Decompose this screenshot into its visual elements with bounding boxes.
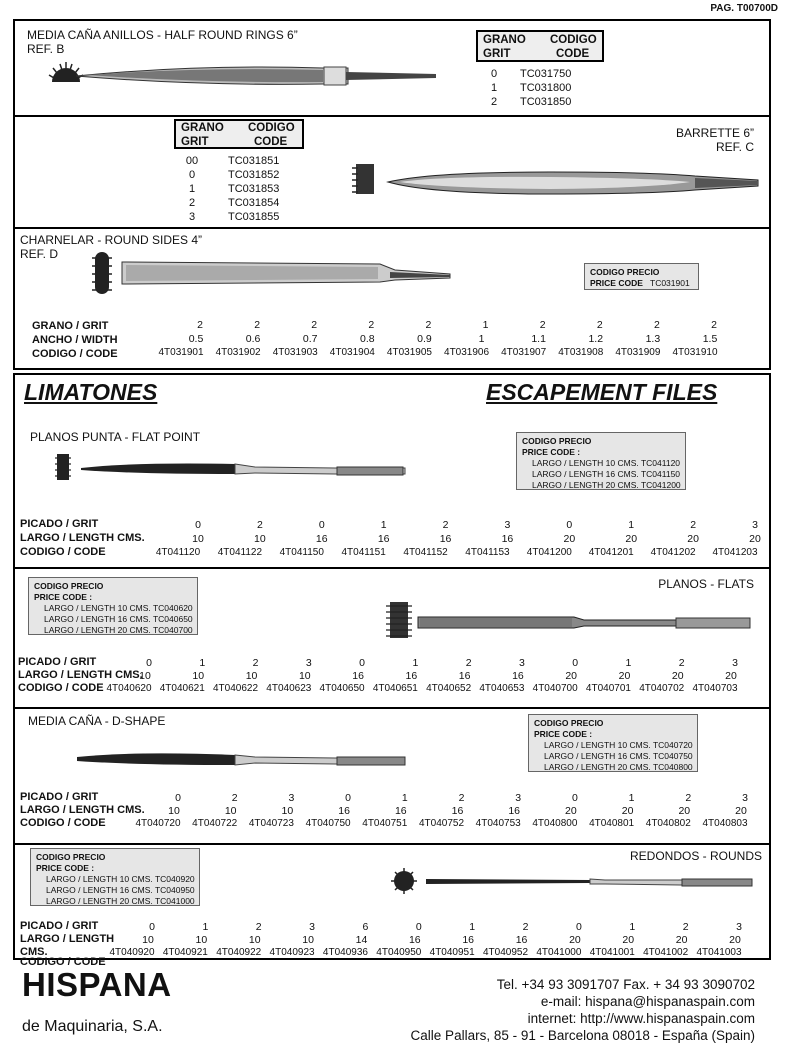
heading-limatones: LIMATONES bbox=[24, 379, 158, 405]
grit-cell: 0 bbox=[149, 921, 155, 933]
length-cell: 20 bbox=[569, 934, 581, 946]
code-cell: 4T041152 bbox=[403, 547, 448, 558]
length-cell: 16 bbox=[462, 934, 475, 946]
list-item bbox=[470, 95, 571, 109]
code-cell: 4T040720 bbox=[135, 818, 181, 829]
contact-block bbox=[411, 976, 755, 1044]
grit-cell: 0 bbox=[575, 921, 582, 933]
code-cell: 4T031905 bbox=[386, 347, 432, 358]
list-item bbox=[470, 67, 571, 81]
price-code-line: LARGO / LENGTH 10 CMS. TC040920 bbox=[46, 874, 195, 884]
heading-escapement-files: ESCAPEMENT FILES bbox=[486, 379, 718, 405]
code-cell: 4T040801 bbox=[589, 818, 635, 829]
row-label-code: CODIGO / CODE bbox=[20, 546, 106, 558]
code-cell: 4T040952 bbox=[483, 947, 529, 958]
price-code-line: LARGO / LENGTH 10 CMS. TC040620 bbox=[44, 603, 193, 613]
grit-value: 2 bbox=[188, 197, 196, 209]
row-label-code: CODIGO / CODE bbox=[32, 348, 118, 360]
grit-value: 3 bbox=[188, 211, 196, 223]
price-code-box bbox=[528, 714, 698, 772]
code-value: TC031800 bbox=[520, 82, 572, 94]
price-code-line: LARGO / LENGTH 20 CMS. TC041000 bbox=[46, 896, 195, 906]
price-code-line: LARGO / LENGTH 16 CMS. TC041150 bbox=[532, 469, 681, 479]
price-code-line: LARGO / LENGTH 16 CMS. TC040950 bbox=[46, 885, 195, 895]
price-code-line: LARGO / LENGTH 16 CMS. TC040650 bbox=[44, 614, 193, 624]
length-cell: 10 bbox=[298, 670, 311, 682]
code-cell: 4T041000 bbox=[536, 947, 582, 958]
code-cell: 4T040753 bbox=[475, 818, 521, 829]
length-cell: 10 bbox=[168, 805, 180, 817]
grit-cell: 1 bbox=[199, 657, 206, 669]
length-cell: 14 bbox=[355, 934, 368, 946]
website[interactable]: internet: http://www.hispanaspain.com bbox=[527, 1011, 755, 1026]
section-title: PLANOS - FLATS bbox=[658, 577, 754, 591]
email[interactable]: e-mail: hispana@hispanaspain.com bbox=[540, 994, 755, 1009]
length-cell: 16 bbox=[315, 533, 328, 545]
grit-cell: 0 bbox=[571, 792, 578, 804]
code-cell: 4T041150 bbox=[279, 547, 324, 558]
row-label-length-unit: CMS. bbox=[20, 946, 48, 958]
price-code-label: PRICE CODE : bbox=[534, 729, 593, 739]
code-cell: 4T040701 bbox=[585, 683, 631, 694]
grit-cell: 0 bbox=[566, 519, 573, 531]
list-item bbox=[168, 182, 279, 196]
grit-cell: 1 bbox=[202, 921, 209, 933]
grit-cell: 0 bbox=[318, 519, 325, 531]
code-cell: 4T031902 bbox=[215, 347, 261, 358]
code-value: TC031850 bbox=[520, 96, 572, 108]
code-value: TC031854 bbox=[228, 197, 280, 209]
length-cell: 16 bbox=[458, 670, 471, 682]
row-label-length: LARGO / LENGTH CMS. bbox=[18, 669, 143, 681]
length-cell: 10 bbox=[248, 934, 261, 946]
row-label-grit: PICADO / GRIT bbox=[20, 920, 99, 932]
price-code-line: LARGO / LENGTH 20 CMS. TC040800 bbox=[544, 762, 693, 772]
company-brand: HISPANA bbox=[22, 966, 172, 1003]
length-cell: 16 bbox=[439, 533, 452, 545]
code-cell: 4T040620 bbox=[106, 683, 152, 694]
grit-cell: 0 bbox=[175, 792, 181, 804]
grit-cell: 3 bbox=[518, 657, 525, 669]
grit-cell: 3 bbox=[742, 792, 748, 804]
row-label-grit: GRANO / GRIT bbox=[32, 320, 109, 332]
code-cell: 4T040652 bbox=[426, 683, 472, 694]
row-label-length: LARGO / LENGTH bbox=[20, 933, 115, 945]
price-code-title: CODIGO PRECIO bbox=[36, 852, 106, 862]
code-cell: 4T031904 bbox=[329, 347, 375, 358]
grit-cell: 1 bbox=[625, 657, 632, 669]
price-code-title: CODIGO PRECIO bbox=[534, 718, 604, 728]
half-round-file-illustration bbox=[48, 56, 438, 92]
code-cell: 4T040651 bbox=[372, 683, 418, 694]
code-cell: 4T041002 bbox=[643, 947, 689, 958]
grit-cell: 2 bbox=[311, 319, 318, 331]
section-title: PLANOS PUNTA - FLAT POINT bbox=[30, 430, 201, 444]
length-cell: 16 bbox=[451, 805, 464, 817]
price-code-title: CODIGO PRECIO bbox=[522, 436, 592, 446]
grit-cell: 3 bbox=[305, 657, 312, 669]
grit-cell: 0 bbox=[195, 519, 201, 531]
width-cell: 1.3 bbox=[645, 333, 661, 345]
grit-cell: 1 bbox=[629, 921, 636, 933]
grit-cell: 2 bbox=[522, 921, 529, 933]
code-cell: 4T040802 bbox=[645, 818, 691, 829]
grit-cell: 3 bbox=[309, 921, 315, 933]
price-code-line: LARGO / LENGTH 20 CMS. TC040700 bbox=[44, 625, 193, 635]
width-cell: 1 bbox=[478, 333, 485, 345]
code-cell: 4T031908 bbox=[558, 347, 604, 358]
length-cell: 20 bbox=[622, 934, 635, 946]
grit-cell: 2 bbox=[255, 921, 262, 933]
code-cell: 4T040920 bbox=[109, 947, 155, 958]
grit-cell: 2 bbox=[368, 319, 375, 331]
grit-cell: 3 bbox=[504, 519, 511, 531]
code-cell: 4T040621 bbox=[159, 683, 205, 694]
grit-value: 1 bbox=[490, 82, 498, 94]
price-code-line: LARGO / LENGTH 10 CMS. TC041120 bbox=[532, 458, 681, 468]
code-cell: 4T040800 bbox=[532, 818, 578, 829]
code-cell: 4T031906 bbox=[444, 347, 490, 358]
reference: REF. B bbox=[27, 42, 65, 56]
length-cell: 10 bbox=[142, 934, 154, 946]
grit-cell: 0 bbox=[359, 657, 365, 669]
code-cell: 4T041201 bbox=[588, 547, 634, 558]
code-cell: 4T040723 bbox=[248, 818, 294, 829]
code-cell: 4T041203 bbox=[712, 547, 758, 558]
length-cell: 20 bbox=[625, 533, 638, 545]
code-cell: 4T040700 bbox=[532, 683, 578, 694]
row-label-grit: PICADO / GRIT bbox=[20, 518, 99, 530]
length-cell: 10 bbox=[254, 533, 266, 545]
grit-cell: 1 bbox=[401, 792, 408, 804]
grit-cell: 2 bbox=[442, 519, 449, 531]
length-cell: 10 bbox=[281, 805, 294, 817]
row-label-width: ANCHO / WIDTH bbox=[32, 334, 118, 346]
price-code-box: CODIGO PRECIO PRICE CODE TC031901 bbox=[584, 263, 699, 290]
grit-cell: 1 bbox=[628, 792, 635, 804]
price-code-box bbox=[516, 432, 686, 490]
list-item bbox=[168, 168, 279, 182]
reference: REF. D bbox=[20, 247, 59, 261]
section-title: MEDIA CAÑA - D-SHAPE bbox=[28, 714, 166, 728]
grit-value: 1 bbox=[188, 183, 196, 195]
width-cell: 0.7 bbox=[302, 333, 318, 345]
flat-point-file-illustration bbox=[55, 452, 410, 486]
code-cell: 4T041153 bbox=[465, 547, 510, 558]
length-cell: 10 bbox=[245, 670, 258, 682]
code-cell: 4T041003 bbox=[696, 947, 742, 958]
price-code-title: CODIGO PRECIO bbox=[34, 581, 104, 591]
company-subtitle: de Maquinaria, S.A. bbox=[22, 1018, 163, 1035]
row-label-grit: PICADO / GRIT bbox=[18, 656, 97, 668]
code-cell: 4T040623 bbox=[266, 683, 312, 694]
grit-cell: 2 bbox=[685, 792, 692, 804]
length-cell: 20 bbox=[671, 670, 684, 682]
length-cell: 20 bbox=[675, 934, 688, 946]
length-cell: 16 bbox=[394, 805, 407, 817]
length-cell: 10 bbox=[302, 934, 314, 946]
code-cell: 4T041120 bbox=[155, 547, 201, 558]
grit-cell: 2 bbox=[197, 319, 203, 331]
length-cell: 16 bbox=[338, 805, 350, 817]
code-cell: 4T031903 bbox=[272, 347, 318, 358]
code-cell: 4T040803 bbox=[702, 818, 748, 829]
code-cell: 4T040923 bbox=[269, 947, 315, 958]
code-cell: 4T040922 bbox=[216, 947, 262, 958]
length-cell: 20 bbox=[621, 805, 634, 817]
round-file-illustration bbox=[390, 867, 758, 897]
list-item bbox=[470, 81, 571, 95]
code-cell: 4T040650 bbox=[319, 683, 365, 694]
flat-file-illustration bbox=[384, 600, 756, 640]
grit-value: 0 bbox=[490, 68, 498, 80]
length-cell: 20 bbox=[678, 805, 691, 817]
grit-cell: 0 bbox=[415, 921, 422, 933]
width-cell: 1.2 bbox=[588, 333, 604, 345]
code-cell: 4T040653 bbox=[479, 683, 525, 694]
code-value: TC031852 bbox=[228, 169, 280, 181]
grit-cell: 3 bbox=[736, 921, 742, 933]
grit-code-header: GRANO GRIT CODIGO CODE bbox=[174, 119, 304, 149]
code-cell: 4T041200 bbox=[526, 547, 572, 558]
code-cell: 4T040921 bbox=[162, 947, 208, 958]
length-cell: 10 bbox=[192, 533, 204, 545]
grit-cell: 2 bbox=[252, 657, 259, 669]
grit-value: 0 bbox=[188, 169, 196, 181]
reference: REF. C bbox=[715, 140, 754, 154]
grit-cell: 3 bbox=[515, 792, 522, 804]
charnelar-file-illustration bbox=[90, 248, 455, 298]
grit-cell: 2 bbox=[458, 792, 465, 804]
grit-cell: 2 bbox=[653, 319, 660, 331]
length-cell: 16 bbox=[512, 670, 524, 682]
section-title: CHARNELAR - ROUND SIDES 4” bbox=[20, 233, 203, 247]
width-cell: 0.6 bbox=[245, 333, 261, 345]
length-cell: 20 bbox=[725, 670, 737, 682]
code-value: TC031851 bbox=[228, 155, 280, 167]
code-cell: 4T040951 bbox=[429, 947, 475, 958]
length-cell: 10 bbox=[139, 670, 151, 682]
length-cell: 20 bbox=[735, 805, 747, 817]
code-cell: 4T041122 bbox=[217, 547, 263, 558]
grit-cell: 0 bbox=[572, 657, 579, 669]
grit-cell: 2 bbox=[682, 921, 689, 933]
address: Calle Pallars, 85 - 91 - Barcelona 08018 - España (Spain) bbox=[410, 1028, 755, 1043]
list-item bbox=[168, 154, 279, 168]
grit-cell: 1 bbox=[380, 519, 387, 531]
code-cell: 4T031909 bbox=[615, 347, 661, 358]
code-cell: 4T040622 bbox=[213, 683, 259, 694]
row-label-length: LARGO / LENGTH CMS. bbox=[20, 532, 145, 544]
code-cell: 4T040751 bbox=[362, 818, 408, 829]
length-cell: 20 bbox=[565, 805, 577, 817]
grit-cell: 1 bbox=[482, 319, 489, 331]
grit-cell: 2 bbox=[254, 319, 261, 331]
code-cell: 4T040702 bbox=[639, 683, 685, 694]
code-cell: 4T041202 bbox=[650, 547, 696, 558]
grit-value: 00 bbox=[185, 155, 199, 167]
row-label-code: CODIGO / CODE bbox=[20, 817, 106, 829]
phone-fax: Tel. +34 93 3091707 Fax. + 34 93 3090702 bbox=[496, 977, 755, 992]
width-cell: 0.5 bbox=[188, 333, 204, 345]
code-cell: 4T040936 bbox=[322, 947, 368, 958]
list-item bbox=[168, 196, 279, 210]
section-title: REDONDOS - ROUNDS bbox=[629, 849, 762, 863]
row-label-grit: PICADO / GRIT bbox=[20, 791, 99, 803]
width-cell: 0.9 bbox=[417, 333, 432, 345]
grit-cell: 3 bbox=[288, 792, 295, 804]
length-cell: 20 bbox=[687, 533, 699, 545]
code-cell: 4T041151 bbox=[341, 547, 386, 558]
list-item bbox=[168, 210, 279, 224]
price-code-label: PRICE CODE : bbox=[36, 863, 95, 873]
row-label-length: LARGO / LENGTH CMS. bbox=[20, 804, 145, 816]
grit-cell: 3 bbox=[752, 519, 758, 531]
length-cell: 16 bbox=[501, 533, 514, 545]
length-cell: 16 bbox=[508, 805, 521, 817]
grit-cell: 3 bbox=[732, 657, 738, 669]
row-label-code: CODIGO / CODE bbox=[18, 682, 104, 694]
code-cell: 4T031901 bbox=[158, 347, 204, 358]
price-code-label: PRICE CODE : bbox=[522, 447, 581, 457]
code-cell: 4T031910 bbox=[672, 347, 718, 358]
length-cell: 20 bbox=[618, 670, 631, 682]
width-cell: 1.1 bbox=[531, 333, 546, 345]
length-cell: 10 bbox=[192, 670, 205, 682]
row-label-code: CODIGO / CODE bbox=[20, 956, 106, 968]
length-cell: 20 bbox=[749, 533, 761, 545]
length-cell: 10 bbox=[195, 934, 208, 946]
width-cell: 0.8 bbox=[360, 333, 375, 345]
length-cell: 10 bbox=[224, 805, 237, 817]
code-cell: 4T041001 bbox=[589, 947, 635, 958]
length-cell: 20 bbox=[563, 533, 576, 545]
length-cell: 20 bbox=[565, 670, 578, 682]
section-title: MEDIA CAÑA ANILLOS - HALF ROUND RINGS 6” bbox=[27, 28, 298, 42]
grit-cell: 2 bbox=[596, 319, 603, 331]
length-cell: 16 bbox=[515, 934, 528, 946]
code-cell: 4T040752 bbox=[418, 818, 465, 829]
grit-cell: 2 bbox=[231, 792, 238, 804]
grit-cell: 6 bbox=[362, 921, 369, 933]
grit-cell: 1 bbox=[469, 921, 476, 933]
price-code-label: PRICE CODE : bbox=[34, 592, 93, 602]
code-cell: 4T031907 bbox=[501, 347, 547, 358]
grit-cell: 2 bbox=[256, 519, 263, 531]
price-code-line: LARGO / LENGTH 10 CMS. TC040720 bbox=[544, 740, 693, 750]
length-cell: 16 bbox=[377, 533, 390, 545]
price-code-box bbox=[30, 848, 200, 906]
grit-cell: 2 bbox=[425, 319, 432, 331]
price-code-line: LARGO / LENGTH 16 CMS. TC040750 bbox=[544, 751, 693, 761]
grit-cell: 2 bbox=[678, 657, 685, 669]
grit-cell: 0 bbox=[345, 792, 352, 804]
code-cell: 4T040750 bbox=[305, 818, 351, 829]
length-cell: 20 bbox=[729, 934, 741, 946]
grit-cell: 2 bbox=[690, 519, 697, 531]
grit-cell: 2 bbox=[711, 319, 717, 331]
section-title: BARRETTE 6” bbox=[675, 126, 754, 140]
code-cell: 4T040722 bbox=[192, 818, 238, 829]
price-code-line: LARGO / LENGTH 20 CMS. TC041200 bbox=[532, 480, 681, 490]
grit-value: 2 bbox=[490, 96, 498, 108]
barrette-file-illustration bbox=[350, 160, 760, 200]
grit-cell: 2 bbox=[465, 657, 472, 669]
code-cell: 4T040950 bbox=[376, 947, 422, 958]
code-cell: 4T040703 bbox=[692, 683, 738, 694]
price-code-box bbox=[28, 577, 198, 635]
grit-cell: 2 bbox=[539, 319, 546, 331]
width-cell: 1.5 bbox=[702, 333, 718, 345]
grit-code-header: GRANO GRIT CODIGO CODE bbox=[476, 30, 604, 62]
length-cell: 16 bbox=[352, 670, 364, 682]
grit-code-list bbox=[168, 154, 279, 224]
code-value: TC031750 bbox=[520, 68, 572, 80]
grit-cell: 0 bbox=[146, 657, 152, 669]
grit-code-list bbox=[470, 67, 571, 109]
code-value: TC031855 bbox=[228, 211, 280, 223]
grit-cell: 1 bbox=[412, 657, 419, 669]
page-reference: PAG. T00700D bbox=[710, 3, 778, 14]
length-cell: 16 bbox=[408, 934, 421, 946]
grit-cell: 1 bbox=[628, 519, 635, 531]
length-cell: 16 bbox=[405, 670, 418, 682]
d-shape-file-illustration bbox=[75, 747, 410, 773]
code-value: TC031853 bbox=[228, 183, 280, 195]
